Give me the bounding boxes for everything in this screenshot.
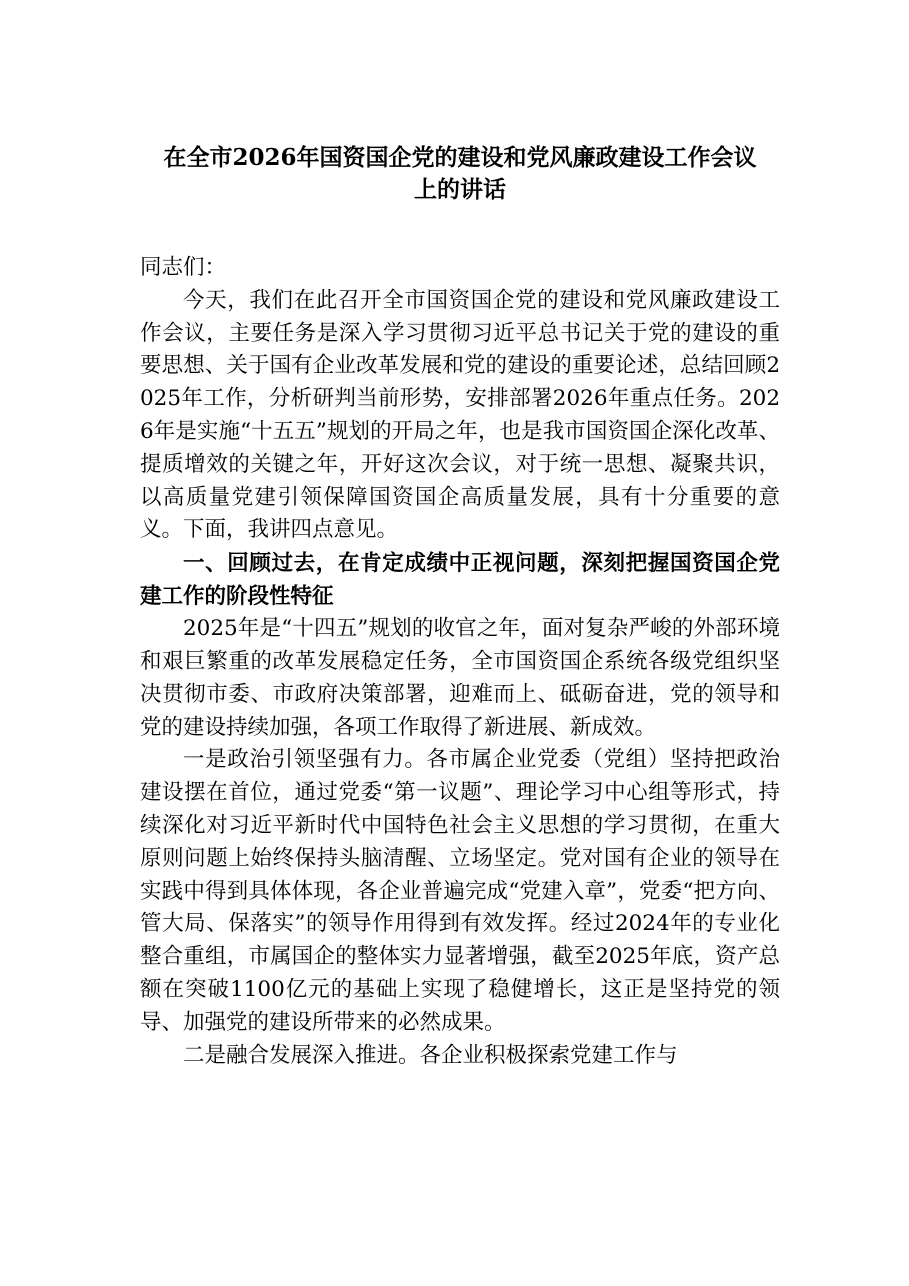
section1-paragraph: 二是融合发展深入推进。各企业积极探索党建工作与 <box>183 1042 678 1068</box>
document-body <box>140 252 780 1072</box>
title-line-1: 在全市2026年国资国企党的建设和党风廉政建设工作会议 <box>163 144 757 171</box>
document-page <box>140 142 780 1072</box>
intro-paragraph: 今天，我们在此召开全市国资国企党的建设和党风廉政建设工作会议，主要任务是深入学习贯彻习近平总书记关于党的建设的重要思想、关于国有企业改革发展和党的建设的重要论述，总结回顾2025年工作，分析研判当前形势，安排部署2026年重点任务。2026年是实施“十五五”规划的开局之年，也是我市国资国企深化改革、提质增效的关键之年，开好这次会议，对于统一思想、凝聚共识，以高质量党建引领保障国资国企高质量发展，具有十分重要的意义。下面，我讲四点意见。 <box>140 287 780 543</box>
greeting: 同志们： <box>140 255 227 280</box>
title-line-2: 上的讲话 <box>414 176 506 203</box>
section1-paragraph: 2025年是“十四五”规划的收官之年，面对复杂严峻的外部环境和艰巨繁重的改革发展稳定任务，全市国资国企系统各级党组织坚决贯彻市委、市政府决策部署，迎难而上、砥砺奋进，党的领导和党的建设持续加强，各项工作取得了新进展、新成效。 <box>140 616 780 740</box>
section1-paragraph: 一是政治引领坚强有力。各市属企业党委（党组）坚持把政治建设摆在首位，通过党委“第一议题”、理论学习中心组等形式，持续深化对习近平新时代中国特色社会主义思想的学习贯彻，在重大原则问题上始终保持头脑清醒、立场坚定。党对国有企业的领导在实践中得到具体体现，各企业普遍完成“党建入章”，党委“把方向、管大局、保落实”的领导作用得到有效发挥。经过2024年的专业化整合重组，市属国企的整体实力显著增强，截至2025年底，资产总额在突破1100亿元的基础上实现了稳健增长，这正是坚持党的领导、加强党的建设所带来的必然成果。 <box>140 747 780 1035</box>
section-heading-1: 一、回顾过去，在肯定成绩中正视问题，深刻把握国资国企党建工作的阶段性特征 <box>140 551 780 610</box>
document-title <box>130 142 790 206</box>
